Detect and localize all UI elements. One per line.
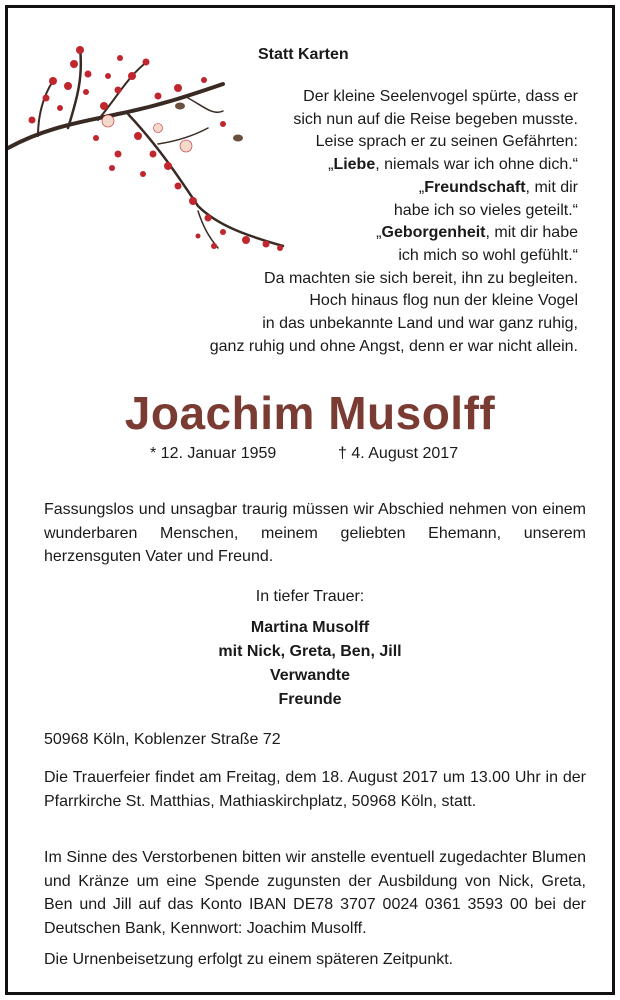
poem-line: Der kleine Seelenvogel spürte, dass er [303, 88, 578, 105]
ceremony-text: Die Trauerfeier findet am Freitag, dem 18. August 2017 um 13.00 Uhr in der Pfarrkirche St. Matthias, Mathiaskirchplatz, 50968 Köln, statt. [44, 769, 586, 810]
death-date: † 4. August 2017 [338, 445, 459, 462]
poem-emphasis: Liebe [333, 156, 376, 174]
quote-mark: „ [418, 178, 425, 196]
quote-mark: „ [376, 224, 382, 242]
donation-text: Im Sinne des Verstorbenen bitten wir anstelle eventuell zugedachter Blumen und Kränze um eine Spende zugunsten der Ausbildung von Nick, Greta, Ben und Jill auf das Konto IBAN DE78 3707 0024 0361 3593 00 bei der Deutschen Bank, Kennwort: Joachim Musolff. [44, 849, 586, 937]
poem-line: Da machten sie sich bereit, ihn zu begleiten. [264, 269, 578, 287]
mourner-name: Freunde [278, 691, 342, 708]
poem-line: ich mich so wohl gefühlt.“ [398, 246, 578, 264]
mourner-name: Verwandte [269, 667, 351, 684]
mourners-list [8, 616, 612, 712]
deceased-name: Joachim Musolff [124, 387, 496, 439]
urn-burial-text: Die Urnenbeisetzung erfolgt zu einem späteren Zeitpunkt. [44, 951, 454, 968]
mourner-name: Martina Musolff [250, 619, 370, 636]
poem [210, 86, 578, 358]
mourner-name: mit Nick, Greta, Ben, Jill [218, 643, 402, 660]
poem-line [210, 222, 578, 245]
intro-text: Fassungslos und unsagbar traurig müssen wir Abschied nehmen von einem wunderbaren Menschen, meinem geliebten Ehemann, unserem herzensguten Vater und Freund. [44, 501, 586, 565]
address: 50968 Köln, Koblenzer Straße 72 [44, 731, 281, 748]
poem-line: Leise sprach er zu seinen Gefährten: [315, 133, 578, 151]
poem-line: in das unbekannte Land und war ganz ruhig, [262, 315, 578, 333]
mourning-label: In tiefer Trauer: [255, 588, 365, 605]
poem-line-rest: , niemals war ich ohne dich.“ [375, 156, 578, 174]
poem-line-rest: , mit dir [525, 178, 578, 196]
birth-date: * 12. Januar 1959 [150, 445, 277, 462]
poem-line: ganz ruhig und ohne Angst, denn er war nicht allein. [209, 337, 578, 355]
poem-emphasis: Geborgenheit [381, 224, 486, 242]
poem-emphasis: Freundschaft [424, 178, 526, 196]
obituary-card [5, 5, 615, 995]
statt-karten-heading: Statt Karten [258, 46, 349, 63]
quote-mark: „ [328, 156, 334, 174]
poem-line [210, 177, 578, 200]
poem-line: Hoch hinaus flog nun der kleine Vogel [309, 292, 578, 310]
poem-line [210, 154, 578, 177]
poem-line: sich nun auf die Reise begeben musste. [293, 110, 578, 128]
poem-line: habe ich so vieles geteilt.“ [393, 201, 578, 219]
poem-line-rest: , mit dir habe [485, 224, 578, 242]
